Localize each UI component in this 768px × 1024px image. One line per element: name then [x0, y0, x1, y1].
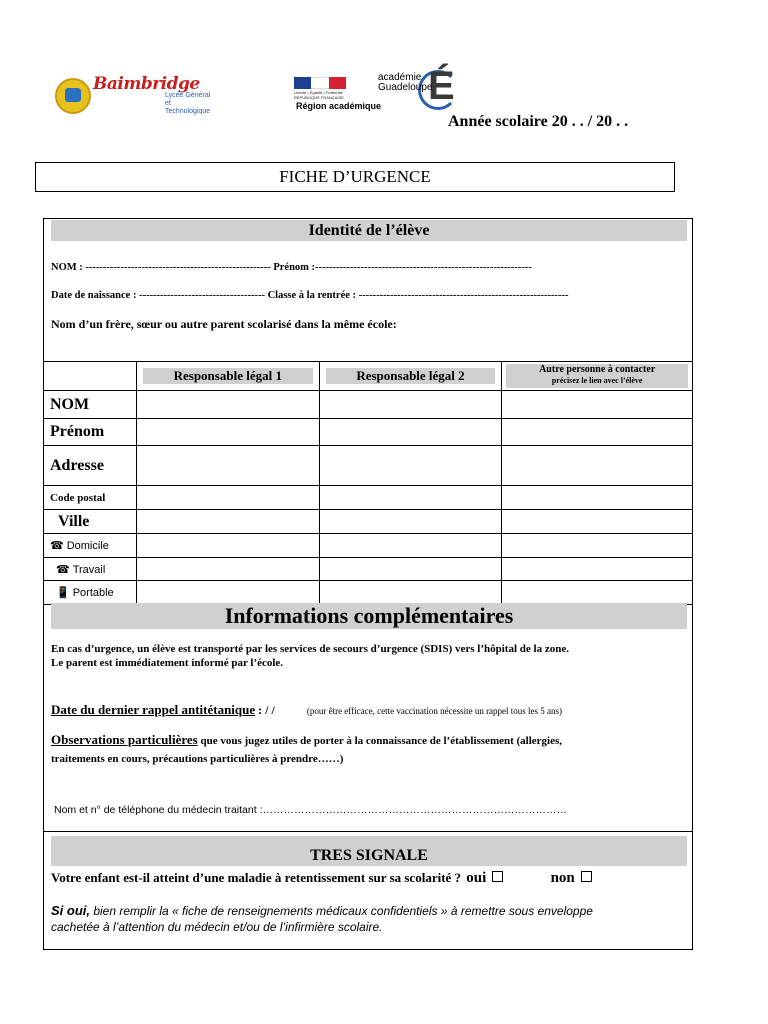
cell-portable-autre[interactable] — [502, 581, 693, 605]
cell-ville-resp1[interactable] — [136, 510, 319, 534]
cell-portable-resp2[interactable] — [319, 581, 502, 605]
empty-header-cell — [44, 362, 137, 391]
observations-text: que vous jugez utiles de porter à la connaissance de l’établissement (allergies, — [197, 735, 563, 747]
table-row — [44, 558, 693, 581]
header-autre-personne: Autre personne à contacter précisez le lien avec l’élève — [506, 364, 688, 388]
header-responsable-1: Responsable légal 1 — [143, 368, 313, 384]
table-row — [44, 534, 693, 558]
office-phone-icon: ☎ — [56, 562, 70, 576]
row-label-portable: 📱 Portable — [44, 581, 137, 605]
cell-domicile-autre[interactable] — [502, 534, 693, 558]
table-row — [44, 486, 693, 510]
medecin-line[interactable]: Nom et n° de téléphone du médecin traitant :…………………………………………………………………………… — [54, 804, 567, 816]
cell-portable-resp1[interactable] — [136, 581, 319, 605]
cell-ville-resp2[interactable] — [319, 510, 502, 534]
non-label: non — [550, 870, 575, 886]
cell-domicile-resp1[interactable] — [136, 534, 319, 558]
row-label-code-postal: Code postal — [44, 486, 137, 510]
academie-letter: É — [428, 64, 455, 108]
cell-cp-resp2[interactable] — [319, 486, 502, 510]
table-row — [44, 419, 693, 446]
lycee-subtitle: Lycée Général et Technologique — [165, 92, 211, 115]
lycee-name: Baimbridge — [93, 74, 200, 94]
cell-domicile-resp2[interactable] — [319, 534, 502, 558]
cell-adresse-autre[interactable] — [502, 446, 693, 486]
row-label-nom: NOM — [44, 391, 137, 419]
row-label-domicile: ☎ Domicile — [44, 534, 137, 558]
identite-heading: Identité de l’élève — [51, 220, 687, 241]
oui-checkbox[interactable] — [492, 871, 503, 882]
cell-adresse-resp2[interactable] — [319, 446, 502, 486]
section-divider — [43, 831, 693, 832]
si-oui-label: Si oui, — [51, 903, 90, 918]
french-flag-icon — [294, 77, 346, 89]
cell-adresse-resp1[interactable] — [136, 446, 319, 486]
cell-prenom-resp1[interactable] — [136, 419, 319, 446]
rappel-label: Date du dernier rappel antitétanique — [51, 702, 256, 717]
academie-line1: académie — [378, 72, 422, 83]
responsables-table — [43, 361, 693, 605]
lycee-crest-icon — [55, 78, 91, 114]
naissance-classe-line[interactable]: Date de naissance : ------------------------------------ Classe à la rentrée : ------------------------------------------------------------ — [51, 290, 569, 301]
frere-soeur-line[interactable]: Nom d’un frère, sœur ou autre parent scolarisé dans la même école: — [51, 317, 397, 331]
infos-heading: Informations complémentaires — [51, 603, 687, 629]
republique-text: Liberté • Égalité • Fraternité RÉPUBLIQUE FRANÇAISE — [294, 90, 344, 100]
infos-paragraph-1: En cas d’urgence, un élève est transporté par les services de secours d’urgence (SDIS) vers l’hôpital de la zone. — [51, 643, 569, 655]
si-oui-text: bien remplir la « fiche de renseignements médicaux confidentiels » à remettre sous enveloppe — [90, 904, 593, 918]
cell-ville-autre[interactable] — [502, 510, 693, 534]
table-row — [44, 446, 693, 486]
table-header-row — [44, 362, 693, 391]
maladie-question: Votre enfant est-il atteint d’une maladie à retentissement sur sa scolarité ? oui non — [51, 870, 592, 887]
row-label-prenom: Prénom — [44, 419, 137, 446]
oui-label: oui — [466, 870, 487, 886]
si-oui-text-2: cachetée à l’attention du médecin et/ou de l’infirmière scolaire. — [51, 920, 383, 934]
row-label-travail: ☎ Travail — [44, 558, 137, 581]
table-row — [44, 510, 693, 534]
cell-prenom-resp2[interactable] — [319, 419, 502, 446]
lycee-logo — [55, 74, 215, 114]
table-row — [44, 391, 693, 419]
nom-prenom-line[interactable]: NOM : ----------------------------------------------------- Prénom :-------------------------------------------------------------- — [51, 262, 532, 273]
cell-prenom-autre[interactable] — [502, 419, 693, 446]
cell-nom-autre[interactable] — [502, 391, 693, 419]
region-academique: Région académique — [296, 101, 382, 111]
row-label-ville: Ville — [44, 510, 137, 534]
cell-cp-autre[interactable] — [502, 486, 693, 510]
row-label-adresse: Adresse — [44, 446, 137, 486]
header-responsable-2: Responsable légal 2 — [326, 368, 496, 384]
table-row — [44, 581, 693, 605]
cell-travail-autre[interactable] — [502, 558, 693, 581]
cell-cp-resp1[interactable] — [136, 486, 319, 510]
annee-scolaire: Année scolaire 20 . . / 20 . . — [448, 113, 629, 130]
cell-nom-resp1[interactable] — [136, 391, 319, 419]
phone-icon: ☎ — [50, 539, 64, 552]
non-checkbox[interactable] — [581, 871, 592, 882]
si-oui-block — [51, 903, 691, 935]
academie-line2: Guadeloupe — [378, 82, 433, 93]
rappel-date-field[interactable]: : / / — [255, 703, 275, 717]
infos-paragraph-2: Le parent est immédiatement informé par l’école. — [51, 657, 284, 669]
mobile-phone-icon: 📱 — [56, 586, 70, 599]
signale-heading: TRES SIGNALE — [51, 836, 687, 866]
observations-label: Observations particulières — [51, 732, 198, 747]
rappel-line — [51, 701, 562, 719]
rappel-note: (pour être efficace, cette vaccination nécessite un rappel tous les 5 ans) — [306, 706, 563, 716]
academie-logo — [378, 64, 478, 108]
observations-block[interactable] — [51, 731, 681, 767]
observations-text-2: traitements en cours, précautions particulières à prendre……) — [51, 753, 344, 765]
page-title: FICHE D’URGENCE — [35, 162, 675, 192]
cell-travail-resp2[interactable] — [319, 558, 502, 581]
cell-travail-resp1[interactable] — [136, 558, 319, 581]
cell-nom-resp2[interactable] — [319, 391, 502, 419]
